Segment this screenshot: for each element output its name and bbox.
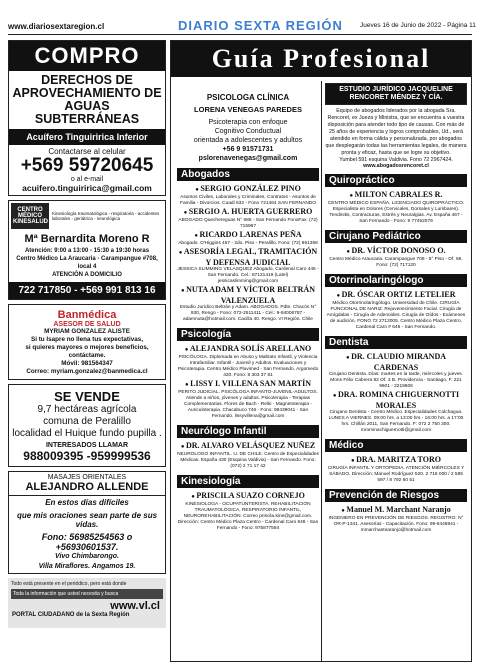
- vende-title: SE VENDE: [54, 389, 120, 404]
- listing-name: ● SERGIO GONZÁLEZ PINO: [177, 184, 319, 195]
- listing-detail: Cirujano Dentista. Días: martes en la tarde, miércoles y jueves. Mons Félix Cabrera 82 Of. 3 B. Providencia - Santiago. F. 221 9601 - 2219606: [328, 372, 464, 389]
- banmedica-email: Correo: myriam.gonzalez@banmedica.cl: [26, 368, 148, 375]
- section-cirujano: Cirujano Pediátrico: [325, 230, 467, 243]
- banmedica-name: MYRIAM GONZALEZ ALISTE: [44, 328, 130, 335]
- masajes-name: ALEJANDRO ALLENDE: [9, 481, 165, 496]
- masajes-line: Villa Miraflores. Angamos 19.: [38, 563, 136, 570]
- listing-detail: CIRUGÍA INFANTIL Y ORTOPEDIA. ATENCIÓN MIÉRCOLES Y SÁBADO. Dirección: Manuel Rodríguez 520. 2 716 000 / 2 585 597 / 8 792 60 51: [327, 466, 465, 483]
- section-quiropractico: Quiropráctico: [325, 174, 467, 187]
- ad-phone: +569 59720645: [20, 155, 154, 176]
- masajes-title: MASAJES ORIENTALES: [47, 474, 127, 481]
- vende-line: comuna de Peralillo: [43, 416, 131, 427]
- kinesalud-hours: Atención: 9:00 a 13:00 - 15:30 a 19:30 horas: [24, 248, 150, 254]
- psicologa-line: Psicoterapia con enfoque: [208, 119, 288, 126]
- issue-date: Jueves 16 de Junio de 2022 - Página 11: [360, 22, 476, 29]
- vende-line: localidad el Huique fundo pupilla .: [12, 428, 162, 439]
- kinesalud-ad: [8, 200, 166, 300]
- listing-name: ● SERGIO A. HUERTA GUERRERO: [177, 207, 319, 218]
- listing-name: ● DR. VÍCTOR DONOSO O.: [325, 246, 467, 257]
- ad-or: o al e-mail: [70, 176, 104, 183]
- juridico-title: ESTUDIO JURÍDICO JACQUELINE RENCORET MÉNDEZ Y CÍA.: [325, 83, 467, 105]
- kinesalud-name: Mª Bernardita Moreno R: [24, 233, 150, 245]
- listing-name: ● LISSY I. VILLENA SAN MARTÍN: [177, 379, 319, 390]
- ad-email: acuifero.tinguiririca@gmail.com: [22, 183, 152, 193]
- listing-detail: CENTRO MÉDICO ESPAÑA. LICENCIADO QUIROPRÁCTICO. Especialista en Dolores (Cervicales, Dorsales y Lumbares). Tendinitis, Contracturas, Estrés y Neuralgias. Av. España 467 - San Fernando - Fono: 9 77452079: [327, 201, 465, 224]
- psicologa-ad: [177, 93, 319, 163]
- header-rule: [8, 34, 472, 35]
- ad-contact: Contactarse al celular: [48, 147, 126, 156]
- banmedica-logo: Banmédica: [57, 309, 117, 321]
- kinesalud-home: ATENCIÓN A DOMICILIO: [52, 272, 122, 278]
- listing-detail: KINESIOLOGA - OCUPATUNTERISTA. REHABILITACIÓN TRAUMATOLÓGICA, RESPIRATORIO INFANTIL, NEUROREHABILITACIÓN. Correo priscila.kine@gmail.com. Dirección: Centro Médico Plaza Centro - Cardenal Caro 646 - San Fernando - Fono: 975877584: [177, 502, 319, 531]
- psicologa-email: pslorenavenegas@gmail.com: [198, 155, 298, 162]
- listing-detail: Estudio Jurídico Beltrán y Adam. ABOGADOS. Pdte. Chacón N° 930, Rengo - Fono: 072-2511411 - Cel.: 9-94006787 - adamnuta@hotmail.com. Cacilla 40. Rengo. VI Región. Chile: [179, 305, 317, 322]
- listing-detail: PSICÓLOGA. Diplomada en Abuso y Maltrato Infantil, y Violencia Intrafamiliar. Infantil - Juvenil y Adultos. Evaluaciones y Psicoterapia. Centro Médico Pluvimed - San Fernando. Argomedo 420. Fono: 8 303 37 81: [177, 355, 319, 378]
- section-psicologia: Psicología: [177, 328, 319, 341]
- vl-band: Toda la información que usted necesita y busca: [11, 589, 163, 599]
- masajes-line: En estos días difíciles: [45, 498, 129, 507]
- banmedica-line: Si tu Isapre no llena tus expectativas,: [31, 336, 143, 343]
- section-neurologo: Neurólogo Infantil: [177, 425, 319, 438]
- listing-detail: Abogado. O'Higgins 457 - 2do. Piso - Peralillo. Fono: (72) 861368: [178, 241, 318, 246]
- guia-profesional: [170, 40, 472, 662]
- kinesalud-logo: CENTRO MÉDICO KINESALUD: [11, 203, 49, 229]
- vl-portal: PORTAL CIUDADANO de la Sexta Región: [12, 612, 130, 618]
- banmedica-line: si quieres mayores o mejores beneficios,: [25, 344, 149, 351]
- banmedica-ad: [8, 304, 166, 380]
- listing-detail: NEUROLOGO INFANTIL. U. DE CHILE. Centro de Especialidades Médicas. España 430 (Esquina Valdivia) - San Fernando. Fono: (072) 2 71 17 42: [177, 452, 319, 469]
- column-divider: [321, 81, 322, 661]
- listing-name: ● ALEJANDRA SOLÍS ARELLANO: [177, 344, 319, 355]
- juridico-body: Equipo de abogados liderados por la abogada Sra. Rencoret, ex Jueza y Ministra, que se encuentra a vuestra disposición para atender todo tipo de causas. Con más de 25 años de experiencia y logros comprobables, Ud., será atendido en forma cálida y personalizada, por abogados que desplegarán todas las herramientas legales, de manera pronta y eficaz, hasta que se logre su objetivo.: [325, 108, 467, 156]
- vl-top: Todo está presente en el periódico, pero está donde: [11, 581, 127, 587]
- psicologa-title: PSICOLOGA CLÍNICA: [206, 93, 290, 102]
- kinesalud-address: Centro Médico La Araucaria - Carampangue #708, local 4: [16, 256, 158, 270]
- masajes-ad: [8, 471, 166, 574]
- juridico-address: Yumbel 591 esquina Valdivia. Fono 72 2967424.: [339, 157, 453, 163]
- banmedica-phone: Móvil: 981564347: [61, 360, 113, 367]
- guia-title: Guía Profesional: [171, 41, 471, 77]
- masajes-line: Vivo Chimbarongo.: [55, 553, 119, 560]
- listing-name: ● DR. ALVARO VELÁSQUEZ NUÑEZ: [177, 441, 319, 452]
- listing-name: ● Manuel M. Marchant Naranjo: [325, 505, 467, 516]
- kinesalud-desc: Kinesiología traumatológica - respiratoria - accidentes laborales - geriátrica - neurológica: [52, 211, 160, 221]
- page-header: [0, 0, 480, 40]
- listing-name: ● DR. CLAUDIO MIRANDA CARDENAS: [325, 352, 467, 372]
- listing-name: ● DR. ÓSCAR ORTIZ LETELIER: [325, 290, 467, 301]
- vende-call: INTERESADOS LLAMAR: [45, 442, 129, 449]
- left-column: [8, 40, 166, 628]
- listing-name: ● DRA. MARITZA TORO: [325, 455, 467, 466]
- juridico-web[interactable]: www.abogadosrencoret.cl: [363, 163, 429, 169]
- se-vende-ad: [8, 384, 166, 467]
- listing-name: ● DRA. ROMINA CHIGUERNOTTI MORALES: [325, 390, 467, 410]
- listing-detail: PERITO JUDICIAL. PSICÓLOGA INFANTO-JUVENIL-ADULTOS. Atiende a niños, jóvenes y adultos. Psicoterapia - Terapias Complementarias. Flores de Bach - Reiki - Magnetoterapia - Auriculoterapia. Chacabuco 746 - Fono: 98439041 - San Fernando. lissyvillena@gmail.com: [178, 390, 318, 419]
- listing-detail: Centro Médico Araucaria. Carampangue 708 - 5° Piso - Of. 56. Fono: (72) 717120: [329, 257, 463, 268]
- section-medico: Médico: [325, 439, 467, 452]
- psicologa-name: LORENA VENEGAS PAREDES: [194, 105, 302, 114]
- listing-detail: Médico Otorrinolaringólogo. Universidad de Chile. CIRUGÍA FUNCIONAL DE NARIZ. Rejuvenecimiento Facial. Cirugía de Amígdalas - Cirugía de Adenoides. Cirugía de Oídos - Exámenes de audición. FONO 72 2712005. Centro Médico Plaza Centro. Cardenal Caro # 646 - San Fernando.: [326, 301, 466, 330]
- guia-col-right: [325, 83, 467, 534]
- site-url[interactable]: www.diariosextaregion.cl: [8, 22, 105, 31]
- banmedica-line: contáctame.: [68, 352, 106, 359]
- psicologa-line: Cognitivo Conductual: [214, 128, 282, 135]
- masajes-line: que mis oraciones sean parte de sus vidas.: [16, 511, 158, 529]
- ad-title: COMPRO: [9, 41, 165, 71]
- listing-detail: JESSICA SLIMMING VELASQUEZ Abogado. Cardenal Caro 445 - San Fernando. Cel.: 87121419 (Latel) jessicaslimming@gmail.com: [177, 267, 319, 284]
- listing-detail: Asuntos Civiles, Laborales y Criminales. Contratos - Asuntos de Familia - Divorcios. Cuadi 532 - Fono 721464 SAN FERNANDO: [180, 195, 316, 206]
- vende-phones: 988009395 -959999536: [23, 449, 151, 463]
- banmedica-title: ASESOR DE SALUD: [53, 321, 121, 328]
- listing-name: ● MILTON CABRALES R.: [325, 190, 467, 201]
- section-riesgos: Prevención de Riesgos: [325, 489, 467, 502]
- guia-col-left: [177, 83, 319, 532]
- listing-detail: Cirujano Dentista - Centro Médico. Especialidades Colchagua. LUNES A VIERNES. 09:00 hrs. a 13:00 hrs - 16:00 hrs. a 17:00 hrs. Chillán 2011, San Fernando. F: 072 2 750 300. mrominachiguernotti@gmail.com: [328, 410, 464, 433]
- psicologa-line: orientada a adolescentes y adultos: [193, 137, 303, 144]
- kinesalud-phones: 722 717850 - +569 991 813 16: [9, 282, 165, 299]
- listing-name: ● NUTA ADAM Y VÍCTOR BELTRÁN VALENZUELA: [177, 285, 319, 305]
- paper-name: DIARIO SEXTA REGIÓN: [178, 18, 343, 33]
- listing-detail: INGENIERO EN PREVENCIÓN DE RIESGOS. REGISTRO: N° OR-P-1341. Asesorías - Capacitación. Fono: 99-6448841 - mmarchantnaranjo@hotmail.com: [328, 516, 464, 533]
- vende-line: 9,7 hectáreas agrícola: [37, 404, 137, 415]
- masajes-phone: Fono: 56985254563 o +56930601537.: [41, 532, 133, 552]
- section-otorrino: Otorrinolaringólogo: [325, 274, 467, 287]
- ad-band: Acuífero Tinguiririca Inferior: [9, 129, 165, 145]
- compro-ad: [8, 40, 166, 196]
- vl-portal-ad: [8, 578, 166, 628]
- section-kinesiologia: Kinesiología: [177, 475, 319, 488]
- vl-url[interactable]: www.vl.cl: [110, 600, 160, 612]
- listing-detail: ABOGADO Quechereguas N° 688 - San Fernando FonoFax: (72) 715967: [178, 218, 318, 229]
- listing-name: ● RICARDO LARENAS PEÑA: [177, 230, 319, 241]
- listing-name: ● ASESORÍA LEGAL, TRAMITACIÓN Y DEFENSA JUDICIAL: [177, 247, 319, 267]
- section-dentista: Dentista: [325, 336, 467, 349]
- ad-body: DERECHOS DE APROVECHAMIENTO DE AGUAS SUBTERRÁNEAS: [12, 73, 162, 126]
- listing-name: ● PRISCILA SUAZO CORNEJO: [177, 491, 319, 502]
- psicologa-phone: +56 9 91571731: [222, 146, 274, 153]
- section-abogados: Abogados: [177, 168, 319, 181]
